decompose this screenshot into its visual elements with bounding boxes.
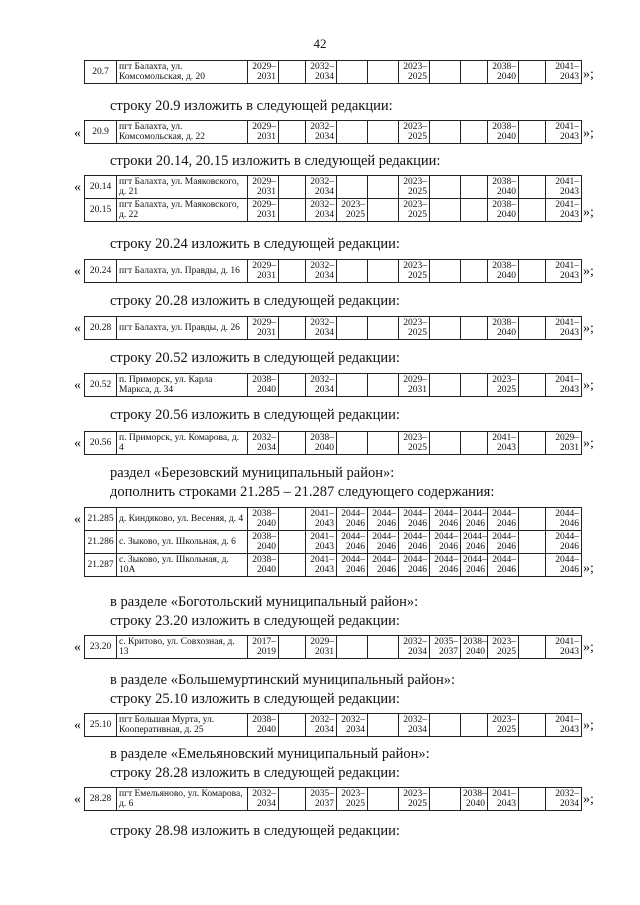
address-cell: пгт Большая Мурта, ул. Кооперативная, д. 25 — [117, 714, 248, 737]
period-cell: 2032–2034 — [399, 714, 430, 737]
period-cell: 2044–2046 — [461, 554, 488, 577]
period-cell — [430, 788, 461, 811]
table-row — [85, 374, 582, 397]
period-cell — [461, 61, 488, 84]
table-row — [85, 531, 582, 554]
period-cell — [337, 636, 368, 659]
period-cell: 2038–2040 — [488, 199, 519, 222]
row-number-cell: 20.14 — [85, 176, 117, 199]
period-cell: 2035–2037 — [430, 636, 461, 659]
period-cell: 2041–2043 — [546, 199, 582, 222]
period-cell: 2041–2043 — [306, 554, 337, 577]
period-cell — [461, 432, 488, 455]
table-row-20-56 — [84, 431, 582, 455]
period-cell: 2023–2025 — [488, 714, 519, 737]
period-cell: 2044–2046 — [546, 554, 582, 577]
period-cell — [368, 121, 399, 144]
period-cell: 2044–2046 — [546, 508, 582, 531]
table-row — [85, 508, 582, 531]
period-cell: 2035–2037 — [306, 788, 337, 811]
period-cell — [461, 260, 488, 283]
period-cell — [279, 508, 306, 531]
period-cell — [430, 199, 461, 222]
row-number-cell: 21.287 — [85, 554, 117, 577]
table-row — [85, 317, 582, 340]
address-cell: с. Критово, ул. Совхозная, д. 13 — [117, 636, 248, 659]
table-row — [85, 554, 582, 577]
address-cell: п. Приморск, ул. Комарова, д. 4 — [117, 432, 248, 455]
closing-quote: »; — [583, 436, 594, 451]
heading-bogotolsky-section: в разделе «Боготольский муниципальный район»: — [110, 594, 419, 610]
period-cell — [337, 260, 368, 283]
period-cell: 2044–2046 — [337, 554, 368, 577]
opening-quote: « — [74, 126, 81, 141]
closing-quote: »; — [583, 561, 594, 576]
period-cell — [279, 260, 306, 283]
address-cell: пгт Балахта, ул. Маяковского, д. 22 — [117, 199, 248, 222]
heading-28-28: строку 28.28 изложить в следующей редакции: — [110, 765, 400, 781]
table-row — [85, 121, 582, 144]
period-cell: 2023–2025 — [399, 199, 430, 222]
heading-20-9: строку 20.9 изложить в следующей редакции: — [110, 98, 393, 114]
period-cell — [279, 531, 306, 554]
period-cell: 2038–2040 — [461, 788, 488, 811]
heading-20-14-20-15: строки 20.14, 20.15 изложить в следующей редакции: — [110, 153, 441, 169]
period-cell: 2038–2040 — [248, 374, 279, 397]
period-cell: 2023–2025 — [399, 260, 430, 283]
closing-quote: »; — [583, 67, 594, 82]
period-cell — [279, 374, 306, 397]
period-cell — [519, 531, 546, 554]
closing-quote: »; — [583, 205, 594, 220]
period-cell — [368, 374, 399, 397]
period-cell — [368, 260, 399, 283]
table-row-20-28 — [84, 316, 582, 340]
address-cell: пгт Балахта, ул. Комсомольская, д. 20 — [117, 61, 248, 84]
period-cell: 2029–2031 — [248, 176, 279, 199]
period-cell — [279, 432, 306, 455]
table-row-28-28 — [84, 787, 582, 811]
period-cell: 2044–2046 — [488, 554, 519, 577]
period-cell: 2044–2046 — [461, 531, 488, 554]
period-cell: 2038–2040 — [488, 121, 519, 144]
row-number-cell: 25.10 — [85, 714, 117, 737]
period-cell: 2023–2025 — [488, 374, 519, 397]
period-cell — [337, 432, 368, 455]
period-cell — [279, 61, 306, 84]
opening-quote: « — [74, 378, 81, 393]
table-row — [85, 260, 582, 283]
period-cell: 2041–2043 — [306, 508, 337, 531]
period-cell — [430, 121, 461, 144]
address-cell: пгт Балахта, ул. Правды, д. 26 — [117, 317, 248, 340]
period-cell — [519, 714, 546, 737]
heading-21-285-21-287: дополнить строками 21.285 – 21.287 следующего содержания: — [110, 484, 495, 500]
period-cell: 2032–2034 — [248, 788, 279, 811]
closing-quote: »; — [583, 126, 594, 141]
table-rows-20-14-20-15 — [84, 175, 582, 222]
table-row-23-20 — [84, 635, 582, 659]
page-number: 42 — [313, 36, 327, 51]
heading-20-24: строку 20.24 изложить в следующей редакции: — [110, 236, 400, 252]
period-cell: 2041–2043 — [546, 260, 582, 283]
period-cell — [519, 317, 546, 340]
period-cell — [461, 374, 488, 397]
period-cell: 2023–2025 — [399, 317, 430, 340]
period-cell — [279, 121, 306, 144]
period-cell — [430, 432, 461, 455]
period-cell: 2038–2040 — [488, 260, 519, 283]
period-cell: 2038–2040 — [488, 317, 519, 340]
period-cell — [337, 61, 368, 84]
period-cell: 2023–2025 — [337, 788, 368, 811]
period-cell — [519, 61, 546, 84]
period-cell — [461, 176, 488, 199]
heading-20-52: строку 20.52 изложить в следующей редакции: — [110, 350, 400, 366]
period-cell: 2032–2034 — [306, 714, 337, 737]
heading-25-10: строку 25.10 изложить в следующей редакции: — [110, 691, 400, 707]
period-cell: 2032–2034 — [306, 121, 337, 144]
period-cell: 2044–2046 — [488, 531, 519, 554]
period-cell — [279, 176, 306, 199]
period-cell — [279, 714, 306, 737]
period-cell — [519, 199, 546, 222]
row-number-cell: 20.28 — [85, 317, 117, 340]
row-number-cell: 20.15 — [85, 199, 117, 222]
opening-quote: « — [74, 264, 81, 279]
period-cell: 2032–2034 — [399, 636, 430, 659]
period-cell: 2029–2031 — [306, 636, 337, 659]
period-cell — [279, 788, 306, 811]
table-row — [85, 61, 582, 84]
table-row — [85, 199, 582, 222]
period-cell: 2023–2025 — [399, 788, 430, 811]
period-cell: 2038–2040 — [488, 61, 519, 84]
table-row-20-52 — [84, 373, 582, 397]
period-cell — [279, 636, 306, 659]
period-cell: 2032–2034 — [337, 714, 368, 737]
period-cell: 2044–2046 — [430, 554, 461, 577]
address-cell: пгт Емельяново, ул. Комарова, д. 6 — [117, 788, 248, 811]
period-cell: 2044–2046 — [430, 531, 461, 554]
opening-quote: « — [74, 718, 81, 733]
table-row-20-9 — [84, 120, 582, 144]
period-cell: 2044–2046 — [368, 554, 399, 577]
address-cell: п. Приморск, ул. Карла Маркса, д. 34 — [117, 374, 248, 397]
period-cell — [461, 121, 488, 144]
address-cell: с. Зыково, ул. Школьная, д. 10А — [117, 554, 248, 577]
opening-quote: « — [74, 640, 81, 655]
period-cell: 2032–2034 — [306, 176, 337, 199]
table-row — [85, 176, 582, 199]
period-cell: 2032–2034 — [306, 199, 337, 222]
period-cell: 2032–2034 — [546, 788, 582, 811]
period-cell: 2041–2043 — [546, 374, 582, 397]
closing-quote: »; — [583, 264, 594, 279]
period-cell: 2044–2046 — [337, 531, 368, 554]
period-cell: 2029–2031 — [546, 432, 582, 455]
period-cell — [368, 788, 399, 811]
period-cell — [461, 317, 488, 340]
period-cell: 2041–2043 — [546, 61, 582, 84]
period-cell — [279, 199, 306, 222]
period-cell: 2023–2025 — [399, 176, 430, 199]
period-cell — [279, 317, 306, 340]
period-cell — [519, 374, 546, 397]
period-cell: 2038–2040 — [248, 714, 279, 737]
period-cell — [337, 121, 368, 144]
heading-20-28: строку 20.28 изложить в следующей редакции: — [110, 293, 400, 309]
period-cell — [368, 432, 399, 455]
heading-23-20: строку 23.20 изложить в следующей редакции: — [110, 613, 400, 629]
period-cell — [461, 199, 488, 222]
heading-20-56: строку 20.56 изложить в следующей редакции: — [110, 407, 400, 423]
row-number-cell: 21.286 — [85, 531, 117, 554]
period-cell — [430, 374, 461, 397]
period-cell — [519, 554, 546, 577]
table-row-20-24 — [84, 259, 582, 283]
period-cell: 2044–2046 — [488, 508, 519, 531]
period-cell — [519, 260, 546, 283]
closing-quote: »; — [583, 718, 594, 733]
period-cell — [430, 176, 461, 199]
period-cell: 2017–2019 — [248, 636, 279, 659]
period-cell: 2032–2034 — [306, 317, 337, 340]
period-cell — [368, 714, 399, 737]
table-row-25-10 — [84, 713, 582, 737]
period-cell — [337, 374, 368, 397]
address-cell: с. Зыково, ул. Школьная, д. 6 — [117, 531, 248, 554]
period-cell: 2041–2043 — [488, 788, 519, 811]
period-cell: 2038–2040 — [306, 432, 337, 455]
period-cell — [368, 61, 399, 84]
period-cell: 2038–2040 — [248, 508, 279, 531]
address-cell: пгт Балахта, ул. Маяковского, д. 21 — [117, 176, 248, 199]
row-number-cell: 21.285 — [85, 508, 117, 531]
row-number-cell: 28.28 — [85, 788, 117, 811]
address-cell: пгт Балахта, ул. Правды, д. 16 — [117, 260, 248, 283]
closing-quote: »; — [583, 640, 594, 655]
period-cell — [368, 199, 399, 222]
period-cell: 2041–2043 — [546, 176, 582, 199]
row-number-cell: 20.7 — [85, 61, 117, 84]
period-cell — [430, 317, 461, 340]
table-row — [85, 432, 582, 455]
period-cell: 2044–2046 — [399, 508, 430, 531]
table-row — [85, 788, 582, 811]
period-cell: 2038–2040 — [248, 554, 279, 577]
period-cell: 2044–2046 — [368, 531, 399, 554]
period-cell: 2032–2034 — [306, 260, 337, 283]
period-cell: 2029–2031 — [248, 199, 279, 222]
period-cell: 2044–2046 — [430, 508, 461, 531]
period-cell — [519, 176, 546, 199]
opening-quote: « — [74, 321, 81, 336]
period-cell — [337, 317, 368, 340]
period-cell: 2038–2040 — [488, 176, 519, 199]
period-cell: 2041–2043 — [546, 121, 582, 144]
period-cell — [368, 636, 399, 659]
heading-28-98: строку 28.98 изложить в следующей редакции: — [110, 823, 400, 839]
period-cell — [430, 260, 461, 283]
period-cell: 2044–2046 — [461, 508, 488, 531]
row-number-cell: 20.52 — [85, 374, 117, 397]
address-cell: д. Киндяково, ул. Весеняя, д. 4 — [117, 508, 248, 531]
period-cell — [519, 508, 546, 531]
row-number-cell: 20.56 — [85, 432, 117, 455]
opening-quote: « — [74, 436, 81, 451]
period-cell: 2038–2040 — [248, 531, 279, 554]
period-cell — [461, 714, 488, 737]
table-row — [85, 714, 582, 737]
period-cell: 2029–2031 — [248, 317, 279, 340]
table-rows-21-285-21-287 — [84, 507, 582, 577]
period-cell: 2041–2043 — [546, 636, 582, 659]
period-cell: 2032–2034 — [248, 432, 279, 455]
period-cell — [519, 432, 546, 455]
period-cell: 2029–2031 — [248, 61, 279, 84]
address-cell: пгт Балахта, ул. Комсомольская, д. 22 — [117, 121, 248, 144]
period-cell: 2041–2043 — [488, 432, 519, 455]
period-cell: 2023–2025 — [399, 432, 430, 455]
row-number-cell: 23.20 — [85, 636, 117, 659]
period-cell: 2023–2025 — [399, 61, 430, 84]
row-number-cell: 20.9 — [85, 121, 117, 144]
period-cell — [368, 176, 399, 199]
heading-berezovsky-section: раздел «Березовский муниципальный район»: — [110, 465, 395, 481]
period-cell — [368, 317, 399, 340]
period-cell: 2044–2046 — [368, 508, 399, 531]
heading-bolshemurtinsky-section: в разделе «Большемуртинский муниципальный район»: — [110, 672, 456, 688]
period-cell — [279, 554, 306, 577]
period-cell — [337, 176, 368, 199]
table-row — [85, 636, 582, 659]
closing-quote: »; — [583, 321, 594, 336]
closing-quote: »; — [583, 378, 594, 393]
period-cell — [430, 714, 461, 737]
period-cell: 2032–2034 — [306, 374, 337, 397]
period-cell: 2044–2046 — [399, 554, 430, 577]
period-cell: 2044–2046 — [399, 531, 430, 554]
period-cell — [519, 636, 546, 659]
period-cell: 2023–2025 — [399, 121, 430, 144]
period-cell: 2029–2031 — [248, 121, 279, 144]
period-cell — [519, 788, 546, 811]
closing-quote: »; — [583, 792, 594, 807]
opening-quote: « — [74, 180, 81, 195]
period-cell: 2041–2043 — [546, 317, 582, 340]
opening-quote: « — [74, 512, 81, 527]
opening-quote: « — [74, 792, 81, 807]
period-cell: 2023–2025 — [488, 636, 519, 659]
period-cell: 2044–2046 — [546, 531, 582, 554]
row-number-cell: 20.24 — [85, 260, 117, 283]
period-cell — [430, 61, 461, 84]
period-cell: 2044–2046 — [337, 508, 368, 531]
table-row-20-7 — [84, 60, 582, 84]
period-cell: 2032–2034 — [306, 61, 337, 84]
period-cell: 2038–2040 — [461, 636, 488, 659]
heading-emelyanovsky-section: в разделе «Емельяновский муниципальный район»: — [110, 746, 430, 762]
period-cell: 2041–2043 — [546, 714, 582, 737]
period-cell: 2023–2025 — [337, 199, 368, 222]
period-cell: 2029–2031 — [399, 374, 430, 397]
period-cell: 2029–2031 — [248, 260, 279, 283]
period-cell: 2041–2043 — [306, 531, 337, 554]
period-cell — [519, 121, 546, 144]
